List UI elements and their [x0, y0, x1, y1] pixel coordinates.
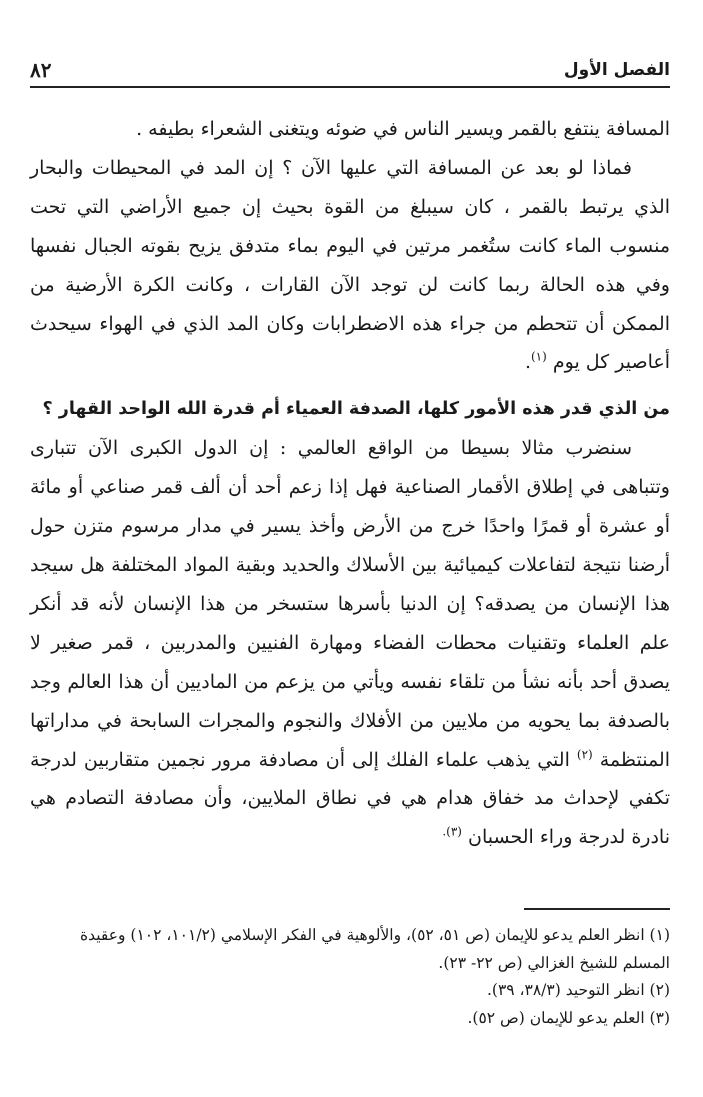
footnote-2: (٢) انظر التوحيد (٣٨/٣، ٣٩). [486, 981, 670, 999]
footnote-ref-2: (٢) [576, 747, 593, 762]
chapter-title: الفصل الأول [563, 60, 670, 80]
section-heading: من الذي قدر هذه الأمور كلها، الصدفة العمياء أم قدرة الله الواحد القهار ؟ [42, 399, 670, 420]
footnote-ref-1: (١) [530, 350, 547, 365]
paragraph-3-text-b: التي يذهب علماء الفلك إلى أن مصادفة مرور نجمين متقاربين لدرجة تكفي لإحداث مد خفاق هدام هي في نطاق الملايين، وأن مصادفة التصادم هي نادرة لدرجة وراء الحسبان [30, 748, 670, 849]
page-number: ٨٢ [30, 58, 52, 82]
paragraph-3 [30, 429, 670, 857]
paragraph-1-text: المسافة ينتفع بالقمر ويسير الناس في ضوئه ويتغنى الشعراء بطيفه . [136, 118, 670, 140]
main-text [30, 110, 670, 857]
page-header [30, 58, 670, 86]
footnote-ref-3: (٣). [442, 824, 462, 839]
paragraph-3-text-a: سنضرب مثالا بسيطا من الواقع العالمي : إن الدول الكبرى الآن تتبارى وتتباهى في إطلاق الأقمار الصناعية فهل إذا زعم أحد أن ألف قمر صناعي أو مائة أو عشرة أو قمرًا واحدًا خرج من الأرض وأخذ يسير في مدار مرسوم متزن حول أرضنا نتيجة لتفاعلات كيميائية بين الأسلاك والحديد وبقية المواد المختلفة هل سيجد هذا الإنسان من يصدقه؟ إن الدنيا بأسرها ستسخر من هذا الإنسان لأنه قد أنكر علم العلماء وتقنيات محطات الفضاء ومهارة الفنيين والمدربين ، قمر صغير لا يصدق أحد بأنه نشأ من تلقاء نفسه ويأتي من يزعم من الماديين أن هذا العالم وجد بالصدفة بما يحويه من ملايين من الأفلاك والنجوم والمجرات السابحة في مداراتها المنتظمة [30, 437, 670, 771]
footnote-1: (١) انظر العلم يدعو للإيمان (ص ٥١، ٥٢)، والألوهية في الفكر الإسلامي (١٠١/٢، ١٠٢) وعقيدة المسلم للشيخ الغزالي (ص ٢٢- ٢٣). [79, 926, 670, 972]
footnote-rule [524, 908, 670, 910]
footnotes [30, 922, 670, 1032]
paragraph-2: فماذا لو بعد عن المسافة التي عليها الآن ؟ إن المد في المحيطات والبحار الذي يرتبط بالقمر ، كان سيبلغ من القوة بحيث إن جميع الأراضي التي تحت منسوب الماء كانت ستُغمر مرتين في اليوم بماء متدفق يزيح بقوته الجبال نفسها وفي هذه الحالة ربما كانت لن توجد الآن القارات ، وكانت الكرة الأرضية من الممكن أن تتحطم من جراء هذه الاضطرابات وكان المد الذي في الهواء سيحدث أعاصير كل يوم $^{(١)}$. [30, 156, 670, 374]
spacer [30, 382, 670, 390]
paragraph-1 [30, 110, 670, 149]
footnote-3: (٣) العلم يدعو للإيمان (ص ٥٢). [467, 1008, 670, 1027]
paragraph-2-text: فماذا لو بعد عن المسافة التي عليها الآن ؟ إن المد في المحيطات والبحار الذي يرتبط بالقمر ، كان سيبلغ من القوة بحيث إن جميع الأراضي التي تحت منسوب الماء كانت ستُغمر مرتين في اليوم بماء متدفق يزيح بقوته الجبال نفسها وفي هذه الحالة ربما كانت لن توجد الآن القارات ، وكانت الكرة الأرضية من الممكن أن تتحطم من جراء هذه الاضطرابات وكان المد الذي في الهواء سيحدث أعاصير كل يوم [30, 156, 670, 374]
header-rule [30, 86, 670, 88]
